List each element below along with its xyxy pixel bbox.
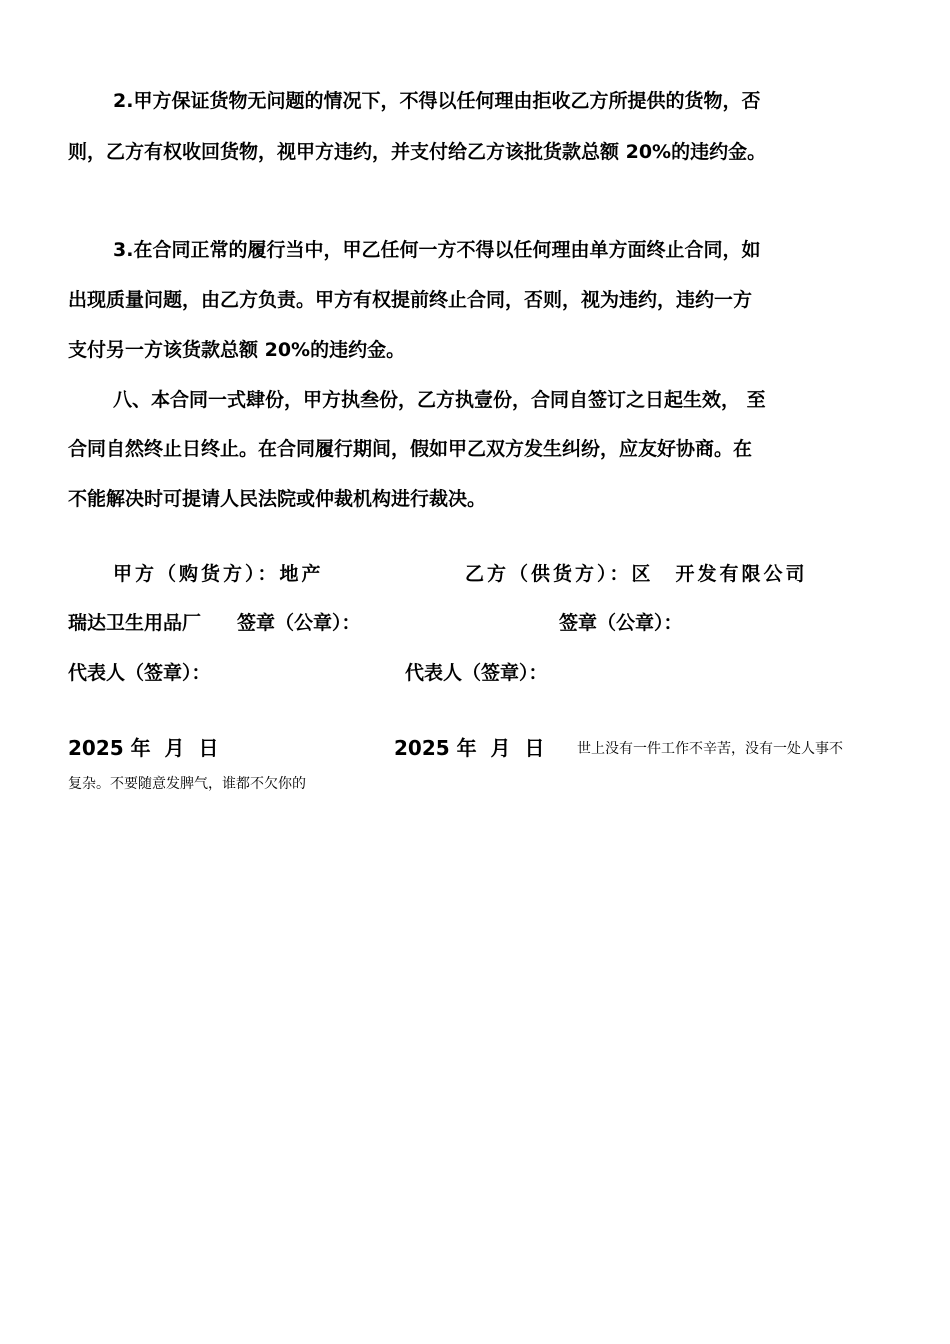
clause-2-line-2: 则，乙方有权收回货物，视甲方违约，并支付给乙方该批货款总额 20%的违约金。 xyxy=(68,141,767,163)
party-a-label: 甲方（购货方）：地产 xyxy=(113,563,324,585)
clause-2-line-1: 2.甲方保证货物无问题的情况下，不得以任何理由拒收乙方所提供的货物，否 xyxy=(113,90,761,112)
party-a-date: 2025 年 月 日 xyxy=(68,736,219,760)
clause-3-line-3: 支付另一方该货款总额 20%的违约金。 xyxy=(68,339,406,361)
party-b-label: 乙方（供货方）：区 开发有限公司 xyxy=(465,563,808,585)
party-b-date: 2025 年 月 日 xyxy=(394,736,545,760)
party-b-representative: 代表人（签章）： xyxy=(405,662,548,684)
party-a-representative: 代表人（签章）： xyxy=(68,662,211,684)
clause-8-line-3: 不能解决时可提请人民法院或仲裁机构进行裁决。 xyxy=(68,488,487,510)
party-a-seal: 签章（公章）： xyxy=(237,612,361,634)
party-b-seal: 签章（公章）： xyxy=(559,612,683,634)
footnote-line-1: 世上没有一件工作不辛苦，没有一处人事不 xyxy=(577,741,843,757)
clause-3-line-2: 出现质量问题，由乙方负责。甲方有权提前终止合同，否则，视为违约，违约一方 xyxy=(68,289,753,311)
footnote-line-2: 复杂。不要随意发脾气，谁都不欠你的 xyxy=(68,776,306,792)
clause-8-line-2: 合同自然终止日终止。在合同履行期间，假如甲乙双方发生纠纷，应友好协商。在 xyxy=(68,438,753,460)
clause-3-line-1: 3.在合同正常的履行当中，甲乙任何一方不得以任何理由单方面终止合同，如 xyxy=(113,239,761,261)
clause-8-line-1: 八、本合同一式肆份，甲方执叁份，乙方执壹份，合同自签订之日起生效， 至 xyxy=(113,389,766,411)
party-a-name: 瑞达卫生用品厂 xyxy=(68,612,202,634)
